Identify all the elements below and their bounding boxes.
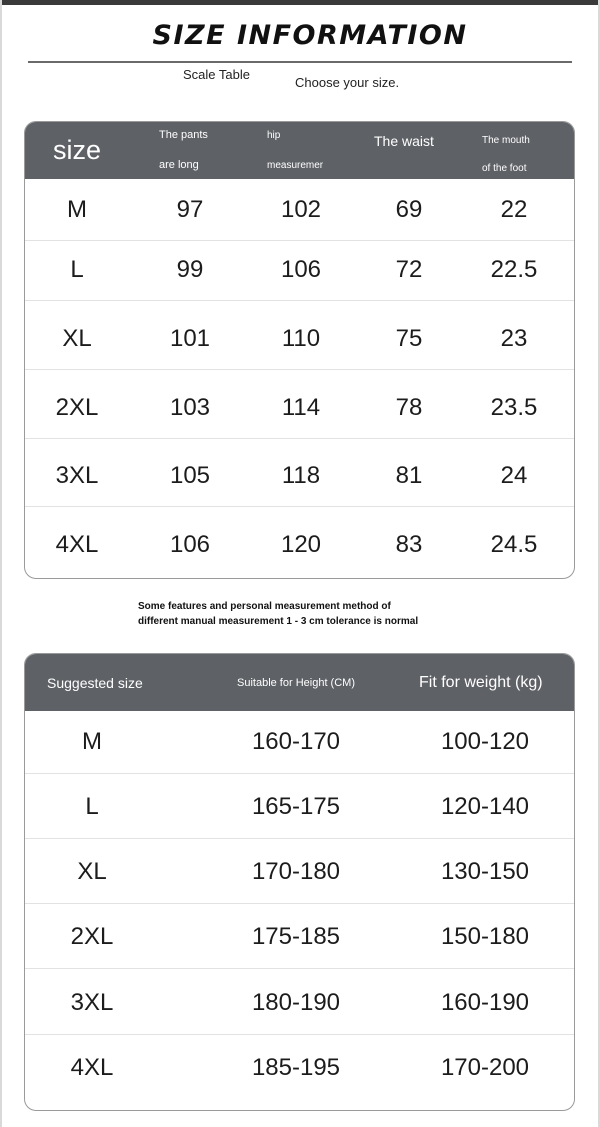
suggested-cell: 170-180 (251, 858, 341, 885)
table-row (25, 906, 574, 968)
size-cell: 99 (176, 255, 204, 283)
size-cell: 22 (500, 195, 528, 223)
size-cell: 2XL (55, 393, 99, 421)
left-border (0, 0, 2, 1127)
size-cell: 3XL (55, 461, 99, 489)
table-row (25, 239, 574, 300)
table-row (25, 179, 574, 240)
size-cell: 23 (500, 324, 528, 352)
row-divider (25, 1034, 574, 1035)
header-size: size (53, 135, 102, 165)
table-row (25, 377, 574, 438)
size-cell: 114 (281, 393, 321, 421)
table-row (25, 711, 574, 773)
size-cell: 72 (395, 255, 423, 283)
table-row (25, 514, 574, 575)
size-cell: 24.5 (490, 530, 538, 558)
measurement-note: Some features and personal measurement method of different manual measurement 1 - 3 cm tolerance is normal (138, 601, 419, 627)
suggested-cell: 3XL (70, 989, 114, 1016)
suggested-cell: 4XL (70, 1054, 114, 1081)
size-cell: 101 (169, 324, 211, 352)
row-divider (25, 968, 574, 969)
title-divider (28, 61, 572, 63)
header-suggested-size: Suggested size (47, 674, 143, 691)
size-cell: XL (62, 324, 92, 352)
size-cell: 120 (280, 530, 322, 558)
suggested-cell: 160-170 (251, 728, 341, 755)
table-row (25, 308, 574, 369)
size-cell: 110 (281, 324, 321, 352)
size-cell: 81 (395, 461, 423, 489)
size-cell: M (67, 195, 87, 223)
suggested-cell: 100-120 (440, 728, 530, 755)
size-cell: 22.5 (490, 255, 538, 283)
top-border (0, 0, 600, 5)
size-cell: 118 (281, 461, 321, 489)
suggested-table-header (25, 654, 574, 711)
suggested-cell: 150-180 (440, 923, 530, 950)
size-cell: 103 (169, 393, 211, 421)
suggested-size-table (24, 653, 575, 1111)
size-cell: 75 (395, 324, 423, 352)
scale-table-label: Scale Table (183, 67, 250, 82)
size-cell: L (70, 255, 84, 283)
page-title: SIZE INFORMATION (152, 20, 468, 51)
size-table-header (25, 122, 574, 179)
row-divider (25, 438, 574, 439)
header-pants-length: The pants are long (159, 129, 208, 171)
table-row (25, 1037, 574, 1099)
row-divider (25, 903, 574, 904)
table-row (25, 776, 574, 838)
suggested-cell: XL (77, 858, 107, 885)
size-cell: 106 (169, 530, 211, 558)
size-cell: 78 (395, 393, 423, 421)
size-cell: 69 (395, 195, 423, 223)
suggested-cell: 170-200 (440, 1054, 530, 1081)
suggested-cell: 185-195 (251, 1054, 341, 1081)
size-cell: 102 (280, 195, 322, 223)
suggested-cell: 160-190 (440, 989, 530, 1016)
choose-size-label: Choose your size. (295, 75, 400, 90)
size-cell: 4XL (55, 530, 99, 558)
size-cell: 23.5 (490, 393, 538, 421)
header-foot-mouth: The mouth of the foot (482, 135, 530, 174)
suggested-cell: 2XL (70, 923, 114, 950)
suggested-cell: M (82, 728, 102, 755)
row-divider (25, 773, 574, 774)
table-row (25, 445, 574, 506)
table-row (25, 972, 574, 1034)
size-cell: 97 (176, 195, 204, 223)
size-cell: 24 (500, 461, 528, 489)
row-divider (25, 838, 574, 839)
suggested-cell: 120-140 (440, 793, 530, 820)
table-row (25, 841, 574, 903)
row-divider (25, 506, 574, 507)
suggested-cell: 165-175 (251, 793, 341, 820)
header-waist: The waist (374, 133, 434, 149)
size-cell: 106 (280, 255, 322, 283)
row-divider (25, 300, 574, 301)
suggested-cell: 130-150 (440, 858, 530, 885)
row-divider (25, 369, 574, 370)
suggested-cell: L (85, 793, 99, 820)
suggested-cell: 180-190 (251, 989, 341, 1016)
header-weight: Fit for weight (kg) (419, 673, 543, 691)
suggested-cell: 175-185 (251, 923, 341, 950)
size-cell: 83 (395, 530, 423, 558)
header-hip: hip measuremer (267, 130, 324, 171)
size-cell: 105 (169, 461, 211, 489)
header-height: Suitable for Height (CM) (237, 676, 355, 689)
size-measurement-table (24, 121, 575, 579)
